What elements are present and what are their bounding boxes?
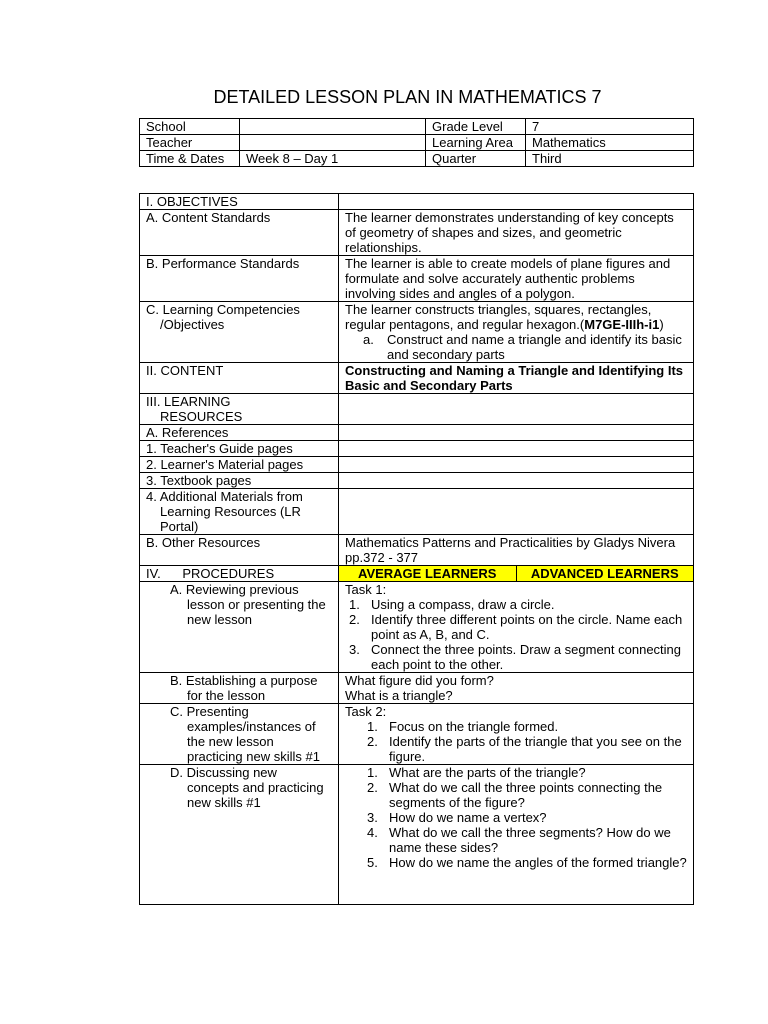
- purpose-question-1: What figure did you form?: [345, 673, 494, 688]
- list-item: 2. Identify three different points on the circle. Name each point as A, B, and C.: [349, 612, 683, 642]
- table-row: [140, 489, 694, 535]
- discussion-list: [345, 765, 687, 870]
- list-item: 2. What do we call the three points connecting the segments of the figure?: [367, 780, 663, 810]
- teacher-value: [240, 135, 426, 151]
- table-row: [140, 151, 694, 167]
- list-item: 4. What do we call the three segments? How do we name these sides?: [367, 825, 671, 855]
- school-value: [240, 119, 426, 135]
- table-row: [140, 302, 694, 363]
- content-label: II. CONTENT: [140, 363, 339, 394]
- objectives-heading: I. OBJECTIVES: [140, 194, 339, 210]
- other-resources-value: Mathematics Patterns and Practicalities by Gladys Nivera pp.372 - 377: [339, 535, 694, 566]
- teacher-label: Teacher: [140, 135, 240, 151]
- table-row: [140, 673, 694, 704]
- quarter-label: Quarter: [426, 151, 526, 167]
- page-title: DETAILED LESSON PLAN IN MATHEMATICS 7: [213, 87, 602, 107]
- list-item: 3. Connect the three points. Draw a segment connecting each point to the other.: [349, 642, 682, 672]
- advanced-learners-label: ADVANCED LEARNERS: [530, 566, 679, 581]
- list-item: 3. How do we name a vertex?: [367, 810, 547, 825]
- list-item: 5. How do we name the angles of the formed triangle?: [367, 855, 687, 870]
- table-row: [140, 457, 694, 473]
- grade-value: 7: [526, 119, 694, 135]
- resources-heading-2: RESOURCES: [160, 409, 243, 424]
- list-item: 1. Using a compass, draw a circle.: [349, 597, 555, 612]
- table-row: [140, 210, 694, 256]
- list-item: a. Construct and name a triangle and identify its basic and secondary parts: [363, 332, 682, 362]
- additional-materials-label: 4. Additional Materials from Learning Resources (LR Portal): [146, 489, 303, 534]
- time-value: Week 8 – Day 1: [240, 151, 426, 167]
- list-item: 1. What are the parts of the triangle?: [367, 765, 586, 780]
- task-2-label: Task 2:: [345, 704, 387, 719]
- teachers-guide-label: 1. Teacher's Guide pages: [140, 441, 339, 457]
- grade-label: Grade Level: [426, 119, 526, 135]
- school-label: School: [140, 119, 240, 135]
- list-item: 2. Identify the parts of the triangle that you see on the figure.: [367, 734, 682, 764]
- competency-code: M7GE-IIIh-i1: [584, 317, 660, 332]
- reviewing-lesson-label: A. Reviewing previous lesson or presenting the new lesson: [170, 582, 326, 627]
- discussing-concepts-label: D. Discussing new concepts and practicing new skills #1: [170, 765, 324, 810]
- table-row: [140, 566, 694, 582]
- table-row: [140, 363, 694, 394]
- table-row: [140, 765, 694, 905]
- resources-heading: III. LEARNING: [146, 394, 231, 409]
- purpose-label: B. Establishing a purpose for the lesson: [170, 673, 318, 703]
- competencies-value: The learner constructs triangles, squares, rectangles, regular pentagons, and regular hexagon.(M7GE-IIIh-i1): [345, 302, 664, 332]
- table-row: [140, 425, 694, 441]
- other-resources-label: B. Other Resources: [140, 535, 339, 566]
- competencies-label: C. Learning Competencies: [146, 302, 300, 317]
- quarter-value: Third: [526, 151, 694, 167]
- content-standards-label: A. Content Standards: [140, 210, 339, 256]
- table-row: [140, 473, 694, 489]
- list-item: 1. Focus on the triangle formed.: [367, 719, 559, 734]
- table-row: [140, 535, 694, 566]
- table-row: [140, 394, 694, 425]
- lesson-plan-table: [139, 193, 694, 905]
- time-label: Time & Dates: [140, 151, 240, 167]
- procedures-heading: IV. PROCEDURES: [140, 566, 339, 582]
- content-standards-value: The learner demonstrates understanding of key concepts of geometry of shapes and sizes, and geometric relationships.: [339, 210, 694, 256]
- table-row: [140, 582, 694, 673]
- task-1-list: [345, 597, 687, 672]
- table-row: [140, 119, 694, 135]
- purpose-question-2: What is a triangle?: [345, 688, 453, 703]
- performance-standards-label: B. Performance Standards: [140, 256, 339, 302]
- task-2-list: [345, 719, 687, 764]
- performance-standards-value: The learner is able to create models of plane figures and formulate and solve accurately authentic problems involving sides and angles of a polygon.: [339, 256, 694, 302]
- header-table: [139, 118, 694, 167]
- competencies-label-2: /Objectives: [160, 317, 225, 332]
- textbook-pages-label: 3. Textbook pages: [140, 473, 339, 489]
- table-row: [140, 194, 694, 210]
- table-row: [140, 441, 694, 457]
- table-row: [140, 256, 694, 302]
- content-value: Constructing and Naming a Triangle and Identifying Its Basic and Secondary Parts: [339, 363, 694, 394]
- table-row: [140, 704, 694, 765]
- area-label: Learning Area: [426, 135, 526, 151]
- references-label: A. References: [140, 425, 339, 441]
- area-value: Mathematics: [526, 135, 694, 151]
- average-learners-label: AVERAGE LEARNERS: [358, 566, 497, 581]
- presenting-examples-label: C. Presenting examples/instances of the new lesson practicing new skills #1: [170, 704, 320, 764]
- table-row: [140, 135, 694, 151]
- task-1-label: Task 1:: [345, 582, 387, 597]
- learners-material-label: 2. Learner's Material pages: [140, 457, 339, 473]
